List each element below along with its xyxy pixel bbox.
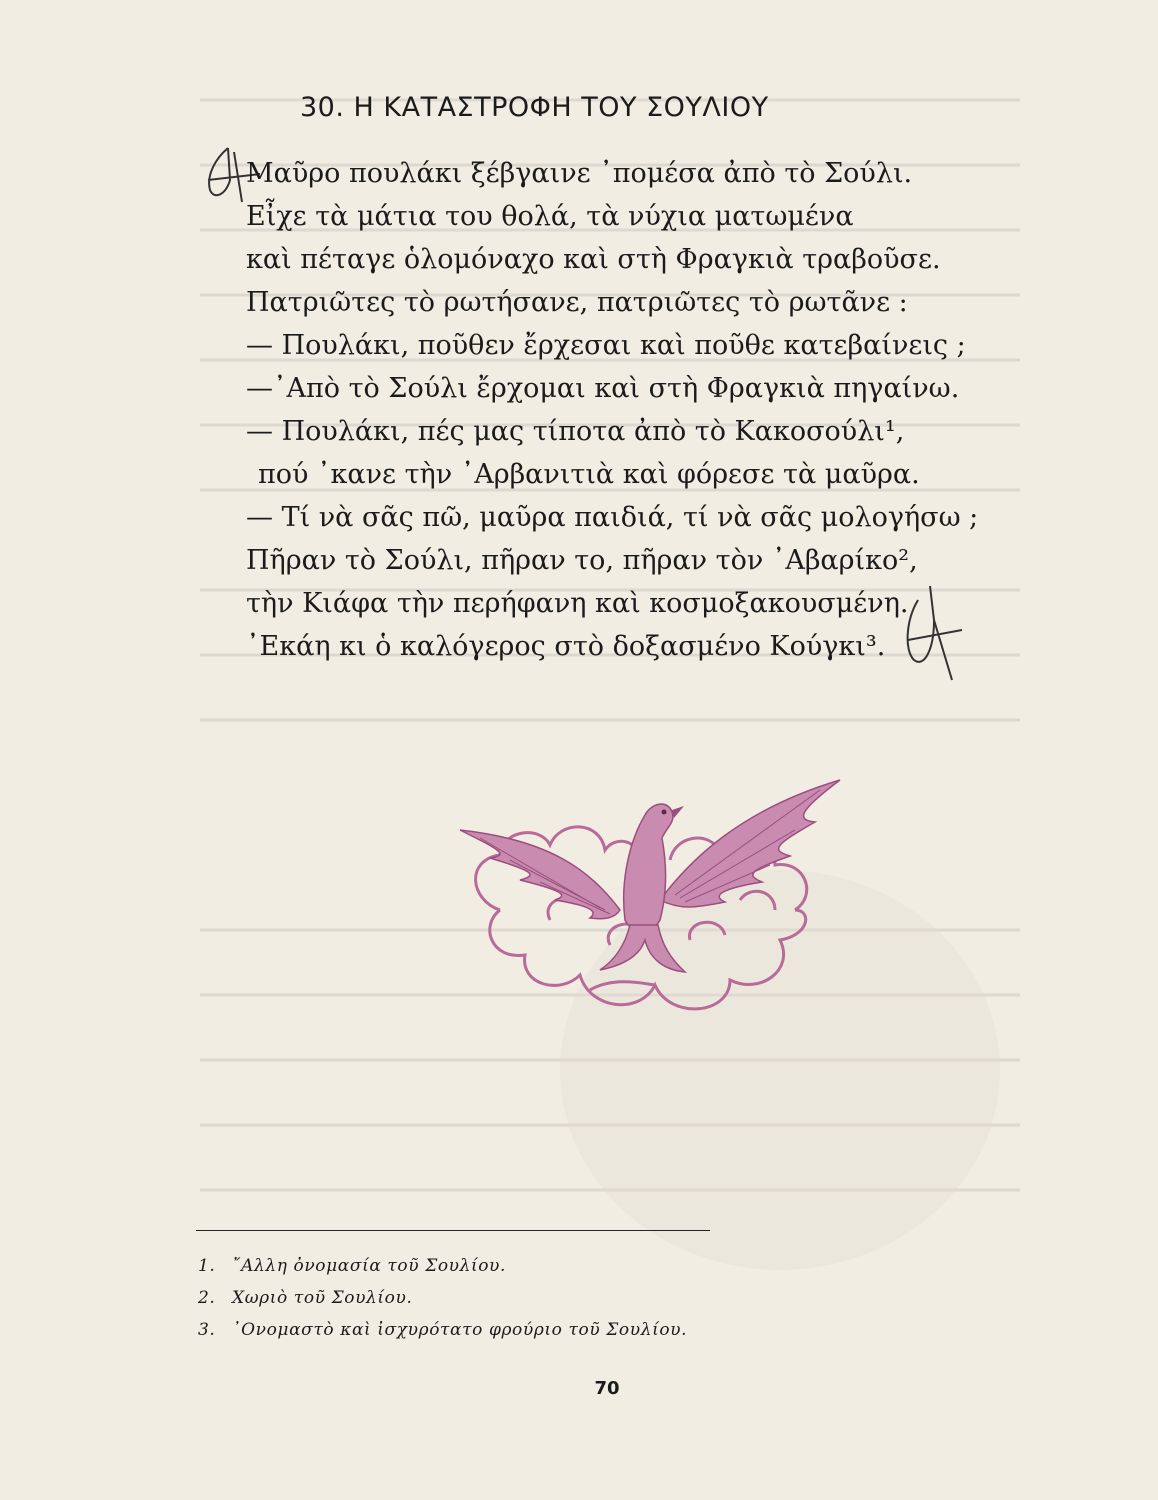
footnote-text: ῎Αλλη ὀνομασία τοῦ Σουλίου. bbox=[232, 1256, 506, 1276]
poem-line: Μαῦρο πουλάκι ξέβγαινε ᾿πομέσα ἀπὸ τὸ Σούλι. bbox=[246, 158, 913, 189]
page-number: 70 bbox=[594, 1378, 620, 1399]
poem-line: —᾿Απὸ τὸ Σούλι ἔρχομαι καὶ στὴ Φραγκιὰ πηγαίνω. bbox=[246, 373, 960, 404]
phoenix-on-clouds-icon bbox=[440, 760, 860, 1050]
footnote bbox=[198, 1282, 687, 1314]
footnote-number: 3. bbox=[198, 1320, 216, 1340]
poem-line: Εἶχε τὰ μάτια του θολά, τὰ νύχια ματωμένα bbox=[246, 201, 854, 232]
poem-line: τὴν Κιάφα τὴν περήφανη καὶ κοσμοξακουσμένη. bbox=[246, 588, 909, 619]
footnote-number: 1. bbox=[198, 1256, 216, 1276]
poem-line: — Πουλάκι, ποῦθεν ἔρχεσαι καὶ ποῦθε κατεβαίνεις ; bbox=[246, 330, 966, 361]
poem-line: πού ᾿κανε τὴν ᾿Αρβανιτιὰ καὶ φόρεσε τὰ μαῦρα. bbox=[258, 459, 920, 490]
footnote bbox=[198, 1250, 687, 1282]
footnote-text: ᾿Ονομαστὸ καὶ ἰσχυρότατο φρούριο τοῦ Σουλίου. bbox=[232, 1320, 688, 1340]
poem-line: — Τί νὰ σᾶς πῶ, μαῦρα παιδιά, τί νὰ σᾶς μολογήσω ; bbox=[246, 502, 979, 533]
footnote-text: Χωριὸ τοῦ Σουλίου. bbox=[232, 1288, 413, 1308]
poem-line: ᾿Εκάη κι ὁ καλόγερος στὸ δοξασμένο Κούγκι³. bbox=[246, 631, 886, 662]
footnote-number: 2. bbox=[198, 1288, 216, 1308]
footnote bbox=[198, 1314, 687, 1346]
poem-line: — Πουλάκι, πές μας τίποτα ἀπὸ τὸ Κακοσούλι¹, bbox=[246, 416, 905, 447]
page-title: 30. Η ΚΑΤΑΣΤΡΟΦΗ ΤΟΥ ΣΟΥΛΙΟΥ bbox=[300, 92, 769, 123]
poem-line: Πατριῶτες τὸ ρωτήσανε, πατριῶτες τὸ ρωτᾶνε : bbox=[246, 287, 908, 318]
poem-line: Πῆραν τὸ Σούλι, πῆραν το, πῆραν τὸν ᾿Αβαρίκο², bbox=[246, 545, 918, 576]
poem-line: καὶ πέταγε ὁλομόναχο καὶ στὴ Φραγκιὰ τραβοῦσε. bbox=[246, 244, 941, 275]
poem-verses bbox=[246, 152, 1046, 668]
footnote-divider bbox=[196, 1230, 710, 1231]
footnotes bbox=[198, 1250, 687, 1346]
